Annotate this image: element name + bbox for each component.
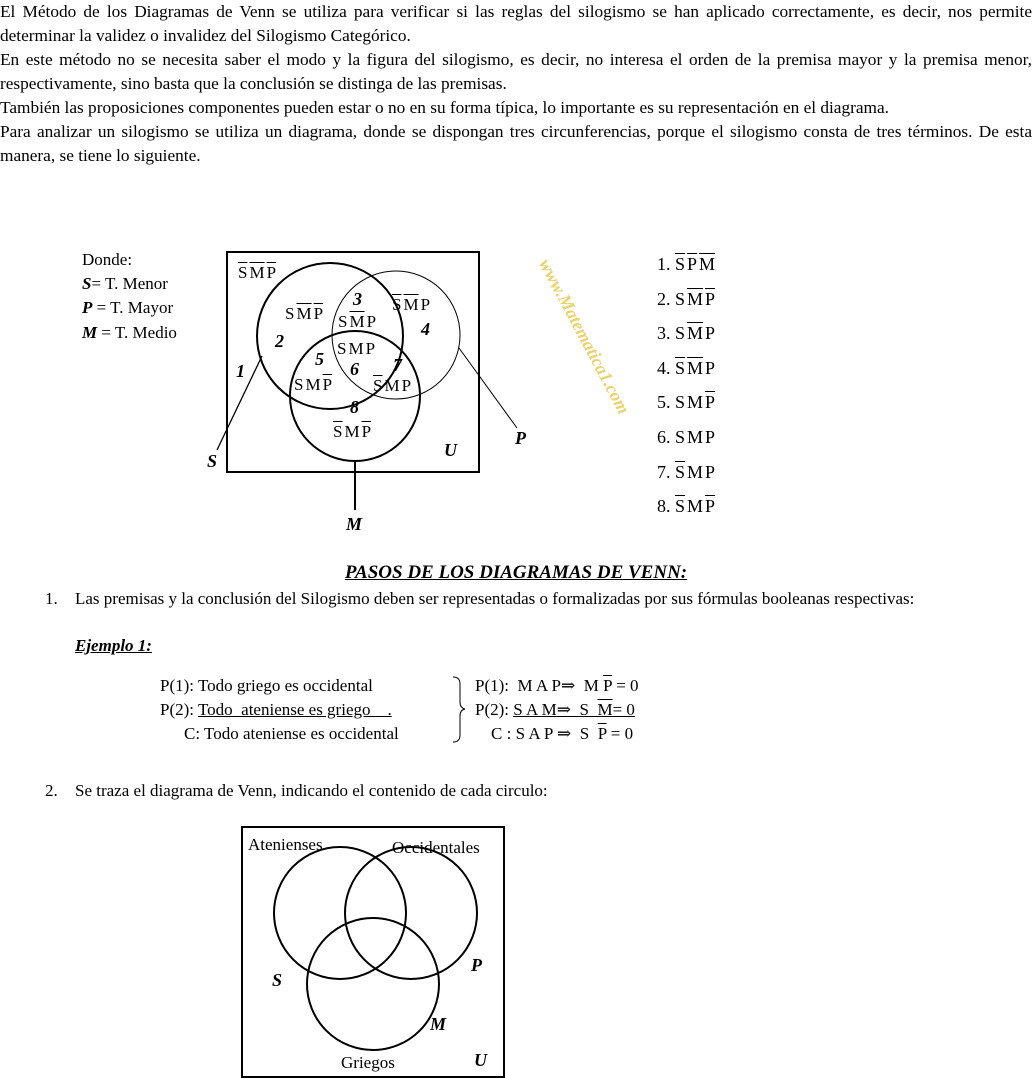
premise-2 [160,701,392,718]
premise-text: Todo griego es occidental [197,676,373,695]
negated-term-letter: $\overline{P}$ [705,288,716,309]
region-list-term [675,323,717,343]
region-6-number: 6 [350,359,359,379]
negated-term-letter: $\overline{P}$ [705,392,716,413]
label-atenienses: Atenienses [248,835,323,854]
region-list-number: 7. [657,461,671,482]
region-1-number: 1 [236,361,245,381]
region-5-term [294,376,334,393]
formula-equals: = 0 [611,676,639,695]
formula-prop: S A M [513,700,557,719]
negated-term-letter: $\overline{P}$ [313,304,324,323]
negated-term-letter: $\overline{M}$ [699,254,716,274]
region-list-item [657,255,717,273]
term-letter: P [401,376,412,395]
step-number: 2. [45,781,58,800]
region-4-number: 4 [421,319,430,339]
region-2-number: 2 [275,331,284,351]
step-text: Las premisas y la conclusión del Silogismo deben ser representadas o formalizadas por sus fórmulas booleanas respectivas: [75,589,915,608]
formula-term: S [579,724,590,743]
region-list-term [675,496,717,516]
circle-occidentales [345,847,477,979]
formula-label: C : [491,724,512,743]
region-list-item [657,428,717,446]
premise-1 [160,677,373,694]
pointer-p [459,348,517,428]
label-occidentales: Occidentales [392,838,480,857]
formula-label: P(2): [475,700,509,719]
conclusion [184,725,399,742]
region-list-number: 4. [657,357,671,378]
negated-term-letter: $\overline{S}$ [392,295,402,314]
region-list-item [657,497,717,515]
term-letter: S [294,375,304,394]
negated-term-letter: $\overline{P}$ [361,422,372,441]
term-letter: M [348,339,364,358]
intro-paragraph: También las proposiciones componentes pueden estar o no en su forma típica, lo importante es su representación en el diagrama. [0,98,889,117]
formula-negated-term: $\overline{P}$ [597,724,607,743]
negated-term-letter: $\overline{S}$ [675,357,686,378]
legend-text: = T. Medio [97,323,177,342]
region-3-number: 3 [353,289,362,309]
legend-title: Donde: [82,250,133,269]
circle-s-label: S [207,451,218,471]
region-3-term [338,313,378,330]
negated-term-letter: $\overline{S}$ [333,422,343,441]
term-letter: S [338,312,348,331]
term-letter: M [687,496,704,517]
circle-s-label-2: S [272,970,283,990]
term-letter: S [675,323,686,344]
premise-text: Todo ateniense es occidental [204,724,399,743]
circle-m-label: M [346,514,363,534]
term-letter: M [687,427,704,447]
section-heading: PASOS DE LOS DIAGRAMAS DE VENN: [344,562,688,583]
region-list-item [657,290,717,308]
step-text: Se traza el diagrama de Venn, indicando el contenido de cada circulo: [75,781,548,800]
negated-term-letter: $\overline{M}$ [403,295,419,314]
negated-term-letter: $\overline{M}$ [349,312,365,331]
term-letter: P [705,427,716,447]
negated-term-letter: $\overline{M}$ [296,304,312,323]
formula-equals: = 0 [606,724,634,743]
formula-equals: = 0 [612,700,635,719]
term-letter: P [366,312,377,331]
term-letter: P [705,357,716,378]
intro-paragraph: El Método de los Diagramas de Venn se utiliza para verificar si las reglas del silogismo se han aplicado correctamente, es decir, nos permite determinar la validez o invalidez del Silogismo Categórico. [0,2,1032,45]
negated-term-letter: $\overline{S}$ [675,496,686,517]
formula-term: M [583,676,599,695]
formula-2 [475,701,635,718]
premise-label: C: [184,724,201,743]
brace [453,677,465,742]
formula-label: P(1): [475,676,509,695]
step-number: 1. [45,589,58,608]
region-6-term [337,340,377,357]
term-letter: S [675,427,686,447]
region-list-number: 3. [657,323,671,344]
region-list-item [657,463,717,481]
region-list-term [675,427,717,447]
term-letter: P [705,461,716,482]
term-letter: S [675,288,686,309]
region-7-number: 7 [393,355,402,375]
negated-term-letter: $\overline{P}$ [322,375,333,394]
legend-symbol: M [82,323,98,342]
intro-paragraph: Para analizar un silogismo se utiliza un diagrama, donde se dispongan tres circunferencias, porque el silogismo consta de tres términos. De esta manera, se tiene lo siguiente. [0,122,1032,165]
formula-1 [475,677,639,694]
term-letter: P [420,295,431,314]
term-letter: S [675,392,686,413]
negated-term-letter: $\overline{M}$ [249,263,265,282]
legend-symbol: P [82,298,93,317]
term-letter: S [285,304,295,323]
circle-griegos [307,918,439,1050]
legend-text: = T. Menor [91,274,168,293]
circle-m-label-2: M [430,1014,447,1034]
region-list-term [675,462,717,482]
term-letter: M [687,461,704,482]
circle-p-label: P [515,428,526,448]
region-list-term [675,254,717,274]
implies-symbol: ⇒ [557,724,572,743]
implies-symbol: ⇒ [560,676,576,695]
region-4-term [392,296,432,313]
negated-term-letter: $\overline{P}$ [266,263,277,282]
circle-p-label-2: P [471,955,482,975]
formula-term: S [579,700,589,719]
term-letter: M [687,392,704,413]
region-list-item [657,324,717,342]
term-letter: P [365,339,376,358]
negated-term-letter: $\overline{S}$ [373,376,383,395]
label-griegos: Griegos [341,1053,395,1072]
universe-label: U [444,440,457,460]
region-1-term [238,264,278,281]
term-letter: M [384,376,400,395]
negated-term-letter: $\overline{P}$ [687,254,698,274]
legend-text: = T. Mayor [92,298,174,317]
premise-text: Todo ateniense es griego . [197,700,392,719]
circle-atenienses [274,847,406,979]
region-list-item [657,359,717,377]
term-letter: S [337,339,347,358]
region-list-number: 1. [657,254,671,274]
term-letter: M [305,375,321,394]
region-7-term [373,377,413,394]
negated-term-letter: $\overline{M}$ [687,357,704,378]
premise-label: P(2): [160,700,194,719]
region-5-number: 5 [315,349,324,369]
negated-term-letter: $\overline{M}$ [687,288,704,309]
formula-3 [491,725,633,742]
negated-term-letter: $\overline{S}$ [675,254,686,274]
region-list-item [657,393,717,411]
formula-prop: S A P [515,724,553,743]
watermark: www.Matematica1.com [535,255,634,418]
region-list-number: 2. [657,288,671,309]
legend-symbol: S [82,274,92,293]
region-2-term [285,305,325,322]
region-list-number: 8. [657,496,671,517]
premise-label: P(1): [160,676,194,695]
example-title: Ejemplo 1: [75,636,152,655]
formula-negated-term: $\overline{P}$ [603,676,612,695]
region-list-number: 5. [657,392,671,413]
term-letter: M [344,422,360,441]
term-letter: P [705,323,716,344]
step-2 [45,779,1032,802]
region-list-number: 6. [657,427,671,447]
negated-term-letter: $\overline{S}$ [238,263,248,282]
formula-prop: M A P [517,676,561,695]
step-1 [45,587,1032,610]
region-list-term [675,392,717,412]
region-8-term [333,423,373,440]
negated-term-letter: $\overline{S}$ [675,461,686,482]
implies-symbol: ⇒ [556,700,571,719]
region-8-number: 8 [350,397,359,417]
universe-label-2: U [474,1050,487,1070]
formula-negated-term: M [597,700,613,719]
negated-term-letter: $\overline{P}$ [705,496,716,517]
negated-term-letter: $\overline{M}$ [687,323,704,344]
region-list-term [675,358,717,378]
intro-paragraph: En este método no se necesita saber el modo y la figura del silogismo, es decir, no interesa el orden de la premisa mayor y la premisa menor, respectivamente, sino basta que la conclusión se distinga de las premisas. [0,50,1032,93]
region-list-term [675,289,717,309]
